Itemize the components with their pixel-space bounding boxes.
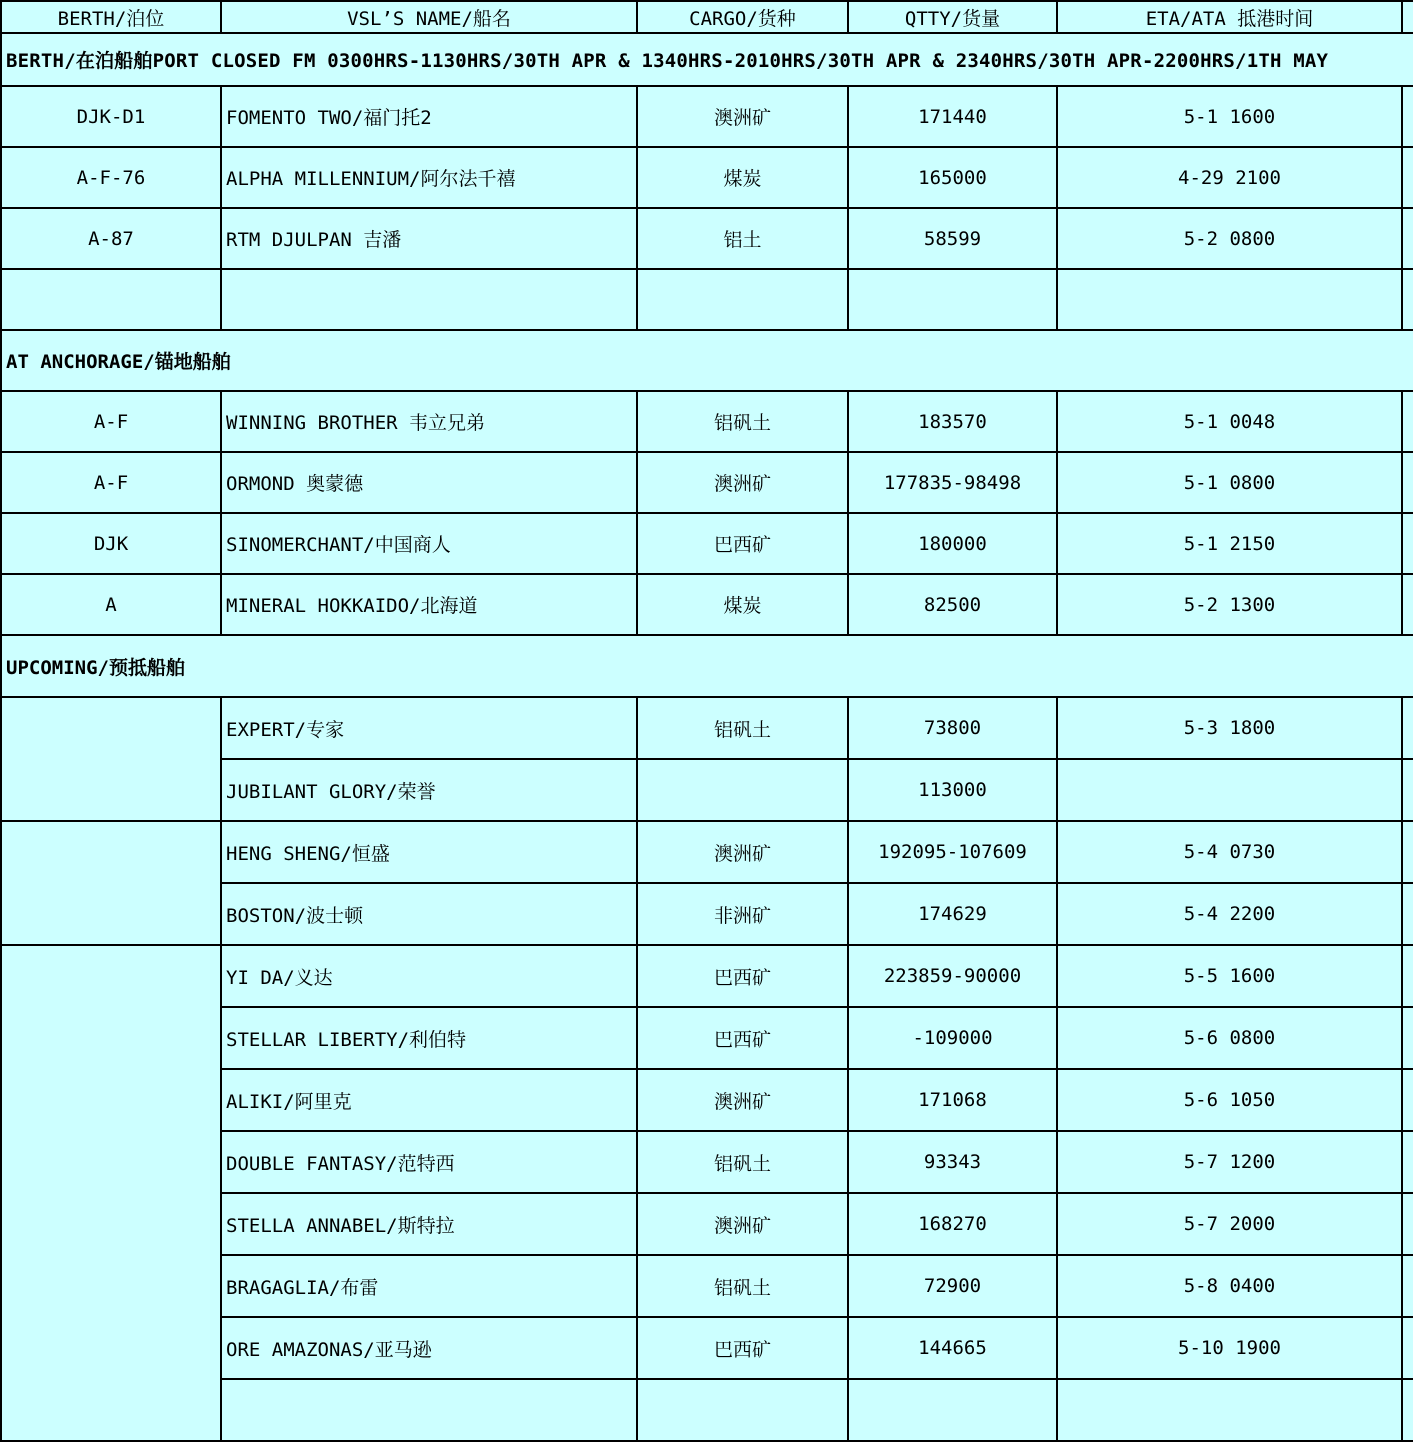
table-row: [1, 574, 1413, 635]
table-row: [1, 697, 1413, 759]
table-row: [1, 208, 1413, 269]
cell-vessel[interactable]: ALPHA MILLENNIUM/阿尔法千禧: [221, 147, 637, 208]
cell-edge: [1402, 1193, 1413, 1255]
cell-cargo[interactable]: 铝矾土: [637, 391, 848, 452]
cell-eta[interactable]: 5-1 1600: [1057, 86, 1402, 147]
cell-vessel[interactable]: ALIKI/阿里克: [221, 1069, 637, 1131]
section-row-upcoming: [1, 635, 1413, 697]
cell-berth[interactable]: A: [1, 574, 221, 635]
section-row-at-berth: [1, 33, 1413, 86]
cell-qtty[interactable]: [848, 269, 1057, 330]
cell-edge: [1402, 1007, 1413, 1069]
cell-vessel[interactable]: YI DA/义达: [221, 945, 637, 1007]
cell-vessel[interactable]: BRAGAGLIA/布雷: [221, 1255, 637, 1317]
cell-cargo[interactable]: [637, 759, 848, 821]
cell-edge: [1402, 945, 1413, 1007]
cell-cargo[interactable]: 澳洲矿: [637, 86, 848, 147]
cell-eta[interactable]: 5-1 0800: [1057, 452, 1402, 513]
cell-eta[interactable]: 5-2 1300: [1057, 574, 1402, 635]
cell-vessel[interactable]: DOUBLE FANTASY/范特西: [221, 1131, 637, 1193]
cell-cargo[interactable]: 澳洲矿: [637, 821, 848, 883]
cell-vessel[interactable]: EXPERT/专家: [221, 697, 637, 759]
table-row: [1, 391, 1413, 452]
cell-eta[interactable]: 5-7 1200: [1057, 1131, 1402, 1193]
section-title-upcoming[interactable]: UPCOMING/预抵船舶: [1, 635, 1413, 697]
cell-berth[interactable]: A-87: [1, 208, 221, 269]
cell-cargo[interactable]: 巴西矿: [637, 513, 848, 574]
cell-qtty[interactable]: 82500: [848, 574, 1057, 635]
cell-qtty[interactable]: 58599: [848, 208, 1057, 269]
table-row: [1, 86, 1413, 147]
cell-cargo[interactable]: [637, 269, 848, 330]
cell-qtty[interactable]: 144665: [848, 1317, 1057, 1379]
cell-qtty[interactable]: 223859-90000: [848, 945, 1057, 1007]
cell-eta[interactable]: 4-29 2100: [1057, 147, 1402, 208]
cell-berth[interactable]: A-F: [1, 391, 221, 452]
cell-edge: [1402, 86, 1413, 147]
cell-qtty[interactable]: 168270: [848, 1193, 1057, 1255]
cell-cargo[interactable]: [637, 1379, 848, 1441]
cell-cargo[interactable]: 铝矾土: [637, 1255, 848, 1317]
cell-eta[interactable]: 5-10 1900: [1057, 1317, 1402, 1379]
table-row: [1, 945, 1413, 1007]
cell-berth[interactable]: [1, 269, 221, 330]
cell-qtty[interactable]: 171440: [848, 86, 1057, 147]
cell-qtty[interactable]: 171068: [848, 1069, 1057, 1131]
section-row-anchorage: [1, 330, 1413, 391]
cell-vessel[interactable]: SINOMERCHANT/中国商人: [221, 513, 637, 574]
section-title-at-berth[interactable]: BERTH/在泊船舶PORT CLOSED FM 0300HRS-1130HRS/30TH APR & 1340HRS-2010HRS/30TH APR & 2340HRS/30TH APR-2200HRS/1TH MAY: [1, 33, 1413, 86]
cell-cargo[interactable]: 铝矾土: [637, 697, 848, 759]
col-header-qtty[interactable]: QTTY/货量: [848, 1, 1057, 33]
cell-qtty[interactable]: 72900: [848, 1255, 1057, 1317]
cell-edge: [1402, 452, 1413, 513]
cell-eta[interactable]: 5-1 0048: [1057, 391, 1402, 452]
cell-cargo[interactable]: 铝矾土: [637, 1131, 848, 1193]
cell-eta[interactable]: 5-4 2200: [1057, 883, 1402, 945]
cell-vessel[interactable]: [221, 269, 637, 330]
cell-qtty[interactable]: 183570: [848, 391, 1057, 452]
table-row: [1, 821, 1413, 883]
cell-vessel[interactable]: FOMENTO TWO/福门托2: [221, 86, 637, 147]
cell-eta[interactable]: 5-6 0800: [1057, 1007, 1402, 1069]
cell-cargo[interactable]: 澳洲矿: [637, 1069, 848, 1131]
cell-cargo[interactable]: 煤炭: [637, 574, 848, 635]
cell-eta[interactable]: 5-2 0800: [1057, 208, 1402, 269]
col-header-edge: [1402, 1, 1413, 33]
cell-vessel[interactable]: HENG SHENG/恒盛: [221, 821, 637, 883]
cell-qtty[interactable]: 177835-98498: [848, 452, 1057, 513]
cell-eta[interactable]: 5-5 1600: [1057, 945, 1402, 1007]
cell-berth-merged[interactable]: [1, 697, 221, 821]
cell-eta[interactable]: [1057, 269, 1402, 330]
cell-vessel[interactable]: BOSTON/波士顿: [221, 883, 637, 945]
cell-berth-merged[interactable]: [1, 945, 221, 1441]
cell-cargo[interactable]: 澳洲矿: [637, 1193, 848, 1255]
cell-berth[interactable]: A-F: [1, 452, 221, 513]
cell-vessel[interactable]: MINERAL HOKKAIDO/北海道: [221, 574, 637, 635]
cell-eta[interactable]: 5-8 0400: [1057, 1255, 1402, 1317]
cell-qtty[interactable]: 93343: [848, 1131, 1057, 1193]
cell-eta[interactable]: 5-1 2150: [1057, 513, 1402, 574]
cell-edge: [1402, 147, 1413, 208]
cell-eta[interactable]: 5-6 1050: [1057, 1069, 1402, 1131]
cell-berth[interactable]: DJK-D1: [1, 86, 221, 147]
cell-berth[interactable]: A-F-76: [1, 147, 221, 208]
col-header-vessel[interactable]: VSL’S NAME/船名: [221, 1, 637, 33]
cell-eta[interactable]: 5-4 0730: [1057, 821, 1402, 883]
cell-edge: [1402, 697, 1413, 759]
cell-eta[interactable]: [1057, 759, 1402, 821]
cell-edge: [1402, 821, 1413, 883]
col-header-berth[interactable]: BERTH/泊位: [1, 1, 221, 33]
cell-vessel[interactable]: [221, 1379, 637, 1441]
cell-vessel[interactable]: RTM DJULPAN 吉潘: [221, 208, 637, 269]
cell-cargo[interactable]: 巴西矿: [637, 1007, 848, 1069]
col-header-eta[interactable]: ETA/ATA 抵港时间: [1057, 1, 1402, 33]
cell-vessel[interactable]: ORMOND 奥蒙德: [221, 452, 637, 513]
cell-berth-merged[interactable]: [1, 821, 221, 945]
cell-vessel[interactable]: WINNING BROTHER 韦立兄弟: [221, 391, 637, 452]
cell-eta[interactable]: 5-3 1800: [1057, 697, 1402, 759]
cell-qtty[interactable]: 180000: [848, 513, 1057, 574]
cell-qtty[interactable]: -109000: [848, 1007, 1057, 1069]
cell-edge: [1402, 1131, 1413, 1193]
cell-qtty[interactable]: 174629: [848, 883, 1057, 945]
cell-edge: [1402, 391, 1413, 452]
cell-cargo[interactable]: 巴西矿: [637, 945, 848, 1007]
cell-cargo[interactable]: 非洲矿: [637, 883, 848, 945]
cell-edge: [1402, 759, 1413, 821]
cell-qtty[interactable]: 192095-107609: [848, 821, 1057, 883]
cell-berth[interactable]: DJK: [1, 513, 221, 574]
cell-vessel[interactable]: ORE AMAZONAS/亚马逊: [221, 1317, 637, 1379]
cell-vessel[interactable]: STELLAR LIBERTY/利伯特: [221, 1007, 637, 1069]
table-row: [1, 513, 1413, 574]
cell-edge: [1402, 1317, 1413, 1379]
cell-edge: [1402, 1379, 1413, 1441]
cell-qtty[interactable]: 113000: [848, 759, 1057, 821]
cell-qtty[interactable]: 73800: [848, 697, 1057, 759]
cell-edge: [1402, 574, 1413, 635]
cell-edge: [1402, 1255, 1413, 1317]
cell-vessel[interactable]: STELLA ANNABEL/斯特拉: [221, 1193, 637, 1255]
cell-eta[interactable]: [1057, 1379, 1402, 1441]
empty-row: [1, 269, 1413, 330]
col-header-cargo[interactable]: CARGO/货种: [637, 1, 848, 33]
cell-qtty[interactable]: 165000: [848, 147, 1057, 208]
cell-cargo[interactable]: 巴西矿: [637, 1317, 848, 1379]
cell-vessel[interactable]: JUBILANT GLORY/荣誉: [221, 759, 637, 821]
cell-edge: [1402, 208, 1413, 269]
table-row: [1, 147, 1413, 208]
cell-eta[interactable]: 5-7 2000: [1057, 1193, 1402, 1255]
cell-edge: [1402, 883, 1413, 945]
section-title-anchorage[interactable]: AT ANCHORAGE/锚地船舶: [1, 330, 1413, 391]
cell-cargo[interactable]: 煤炭: [637, 147, 848, 208]
cell-cargo[interactable]: 铝土: [637, 208, 848, 269]
cell-edge: [1402, 513, 1413, 574]
table-row: [1, 452, 1413, 513]
cell-qtty[interactable]: [848, 1379, 1057, 1441]
cell-cargo[interactable]: 澳洲矿: [637, 452, 848, 513]
header-row: [1, 1, 1413, 33]
cell-edge: [1402, 269, 1413, 330]
cell-edge: [1402, 1069, 1413, 1131]
